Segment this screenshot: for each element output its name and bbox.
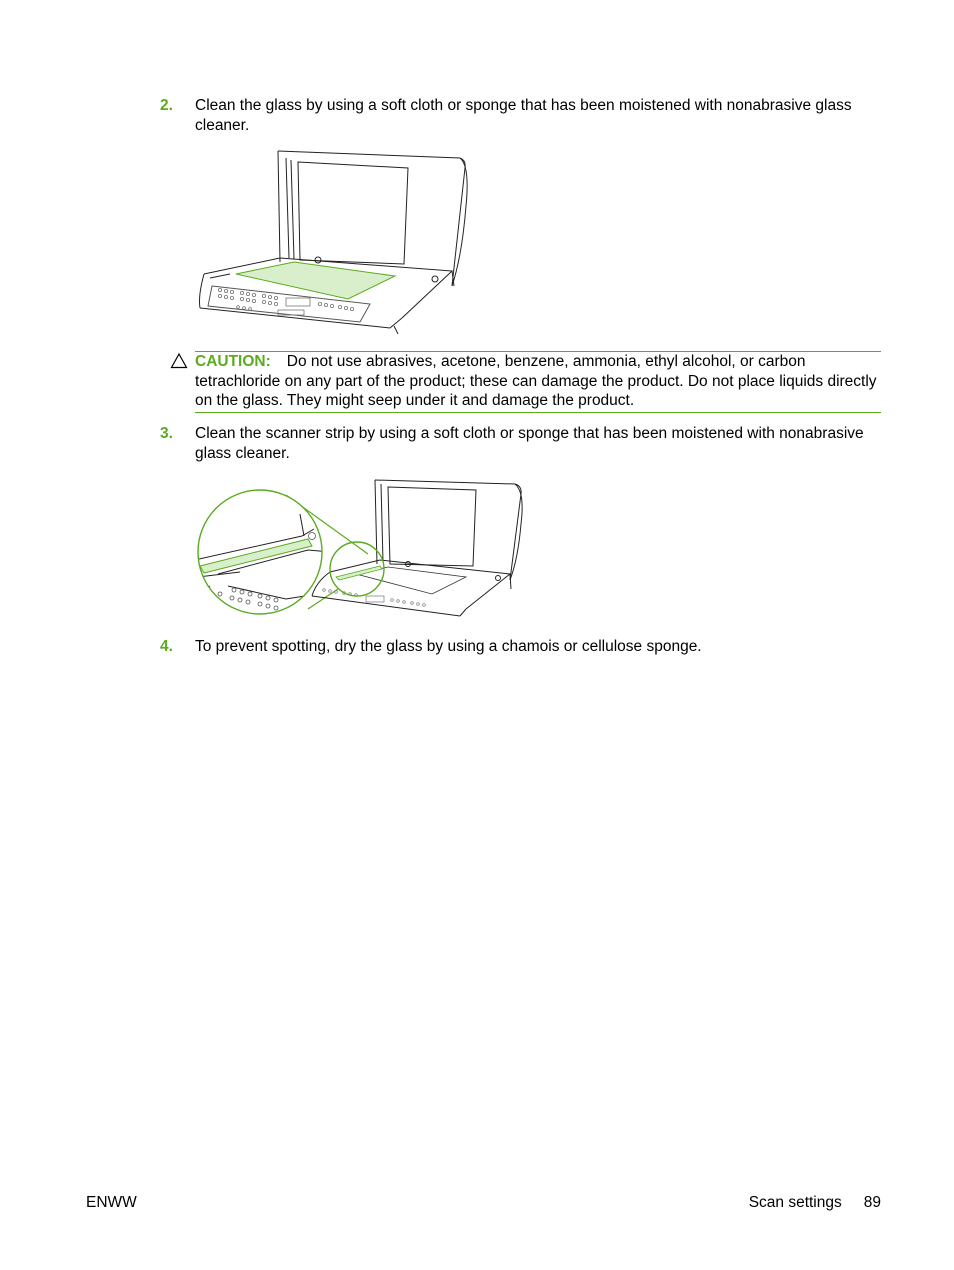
caution-label: CAUTION: [195,353,271,370]
step-text: Clean the glass by using a soft cloth or sponge that has been moistened with nonabrasive glass cleaner. [195,97,852,134]
page-number: 89 [863,1194,881,1211]
glass-highlight [236,262,395,299]
scanner-strip-highlight-small [336,566,382,580]
footer-right [749,1193,881,1213]
scanner-glass-illustration [190,146,480,336]
step-number: 2. [160,97,173,114]
caution-note [195,351,881,413]
footer-section-title: Scan settings [748,1194,842,1211]
step-text: To prevent spotting, dry the glass by using a chamois or cellulose sponge. [195,638,702,655]
step-number: 3. [160,425,173,442]
scanner-strip-illustration [190,474,530,619]
magnified-callout [190,474,330,619]
caution-triangle-icon [170,352,188,370]
step-number: 4. [160,638,173,655]
caution-text: Do not use abrasives, acetone, benzene, ammonia, ethyl alcohol, or carbon tetrachloride on any part of the product; these can damage the product. Do not place liquids directly on the glass. They might seep under it and damage the product. [195,353,877,409]
step-text: Clean the scanner strip by using a soft cloth or sponge that has been moistened with nonabrasive glass cleaner. [195,425,864,462]
footer-doc-id: ENWW [86,1194,137,1211]
